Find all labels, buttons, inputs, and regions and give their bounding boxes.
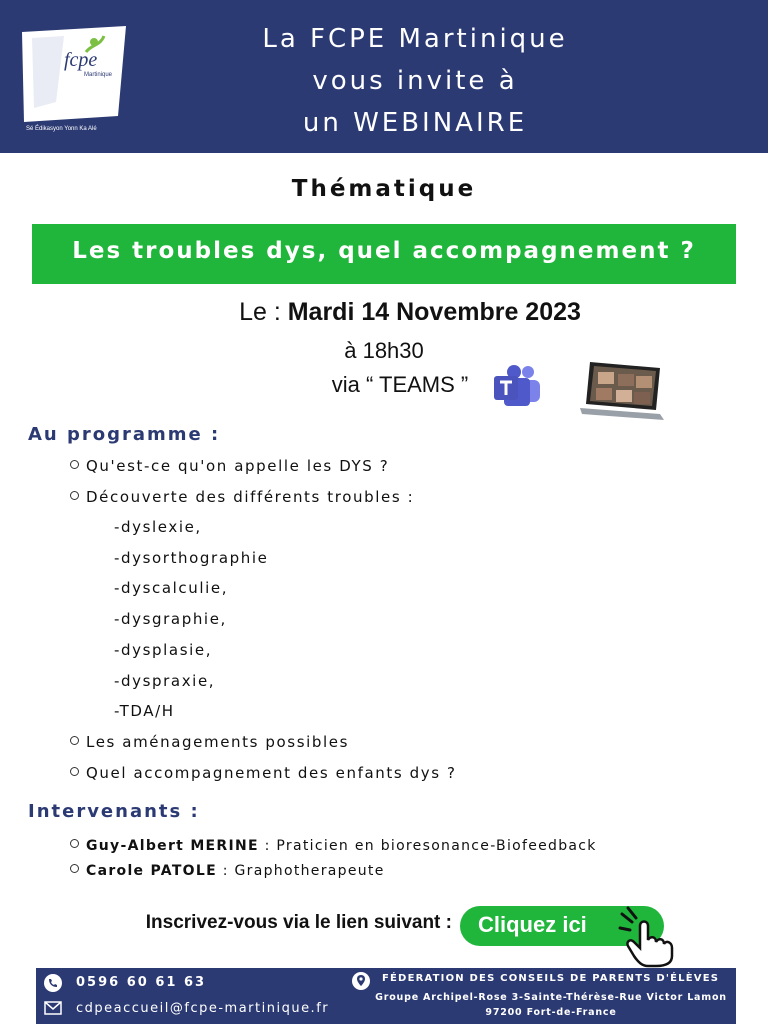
speaker-name: Carole PATOLE: [86, 863, 217, 879]
speaker-name: Guy-Albert MERINE: [86, 838, 259, 854]
trouble-item: -dyscalculie,: [114, 579, 229, 597]
programme-title: Au programme :: [28, 424, 221, 445]
date-value: Mardi 14 Novembre 2023: [287, 298, 581, 326]
event-date: [200, 298, 620, 327]
programme-item: Quel accompagnement des enfants dys ?: [70, 764, 457, 782]
footer-address-line-1: Groupe Archipel-Rose 3-Sainte-Thérèse-Rue Victor Lamon: [375, 992, 727, 1003]
pointer-hand-icon: [616, 906, 686, 968]
mail-icon: [44, 999, 62, 1017]
trouble-item: -dysplasie,: [114, 641, 213, 659]
speaker-role: : Graphotherapeute: [222, 863, 385, 879]
footer-email[interactable]: cdpeaccueil@fcpe-martinique.fr: [76, 1001, 330, 1016]
programme-item: Qu'est-ce qu'on appelle les DYS ?: [70, 457, 389, 475]
fcpe-logo: [14, 22, 140, 134]
trouble-item: -dysgraphie,: [114, 610, 227, 628]
trouble-item: -dysorthographie: [114, 549, 269, 567]
bullet-icon: [70, 864, 79, 873]
svg-text:Sé Édikasyon Yonn Ka Alé: Sé Édikasyon Yonn Ka Alé: [26, 126, 97, 132]
trouble-item: -dyslexie,: [114, 518, 202, 536]
bullet-icon: [70, 767, 79, 776]
signup-text: Inscrivez-vous via le lien suivant :: [145, 912, 452, 933]
date-prefix: Le :: [239, 298, 281, 326]
speaker-item: [70, 838, 597, 854]
laptop-video-call-icon: [580, 358, 666, 424]
event-platform: via “ TEAMS ”: [331, 372, 469, 397]
speaker-role: : Praticien en bioresonance-Biofeedback: [264, 838, 597, 854]
intervenants-title: Intervenants :: [28, 801, 200, 822]
footer-address-line-2: 97200 Fort-de-France: [485, 1007, 617, 1018]
header-line-2: vous invite à: [312, 66, 518, 96]
bullet-icon: [70, 491, 79, 500]
footer-organization: FÉDERATION DES CONSEILS DE PARENTS D'ÉLÈVES: [382, 973, 720, 984]
header-banner: [0, 0, 768, 153]
footer-phone: 0596 60 61 63: [76, 975, 207, 990]
teams-icon: [492, 364, 542, 408]
header-line-1: La FCPE Martinique: [262, 24, 568, 54]
phone-icon: [44, 974, 62, 992]
bullet-icon: [70, 839, 79, 848]
programme-item: Les aménagements possibles: [70, 733, 349, 751]
trouble-item: -TDA/H: [114, 702, 175, 720]
theme-heading: Thématique: [291, 176, 477, 202]
register-button-label[interactable]: Cliquez ici: [478, 912, 587, 937]
theme-title: Les troubles dys, quel accompagnement ?: [72, 238, 696, 264]
event-time: à 18h30: [344, 338, 424, 363]
bullet-icon: [70, 460, 79, 469]
location-pin-icon: [352, 972, 370, 990]
theme-banner: [32, 224, 736, 284]
bullet-icon: [70, 736, 79, 745]
speaker-item: [70, 863, 385, 879]
svg-text:Martinique: Martinique: [84, 72, 113, 78]
footer-bar: [36, 968, 736, 1024]
programme-item: Découverte des différents troubles :: [70, 488, 414, 506]
svg-text:fcpe: fcpe: [64, 49, 98, 71]
trouble-item: -dyspraxie,: [114, 672, 216, 690]
header-line-3: un WEBINAIRE: [302, 108, 528, 138]
